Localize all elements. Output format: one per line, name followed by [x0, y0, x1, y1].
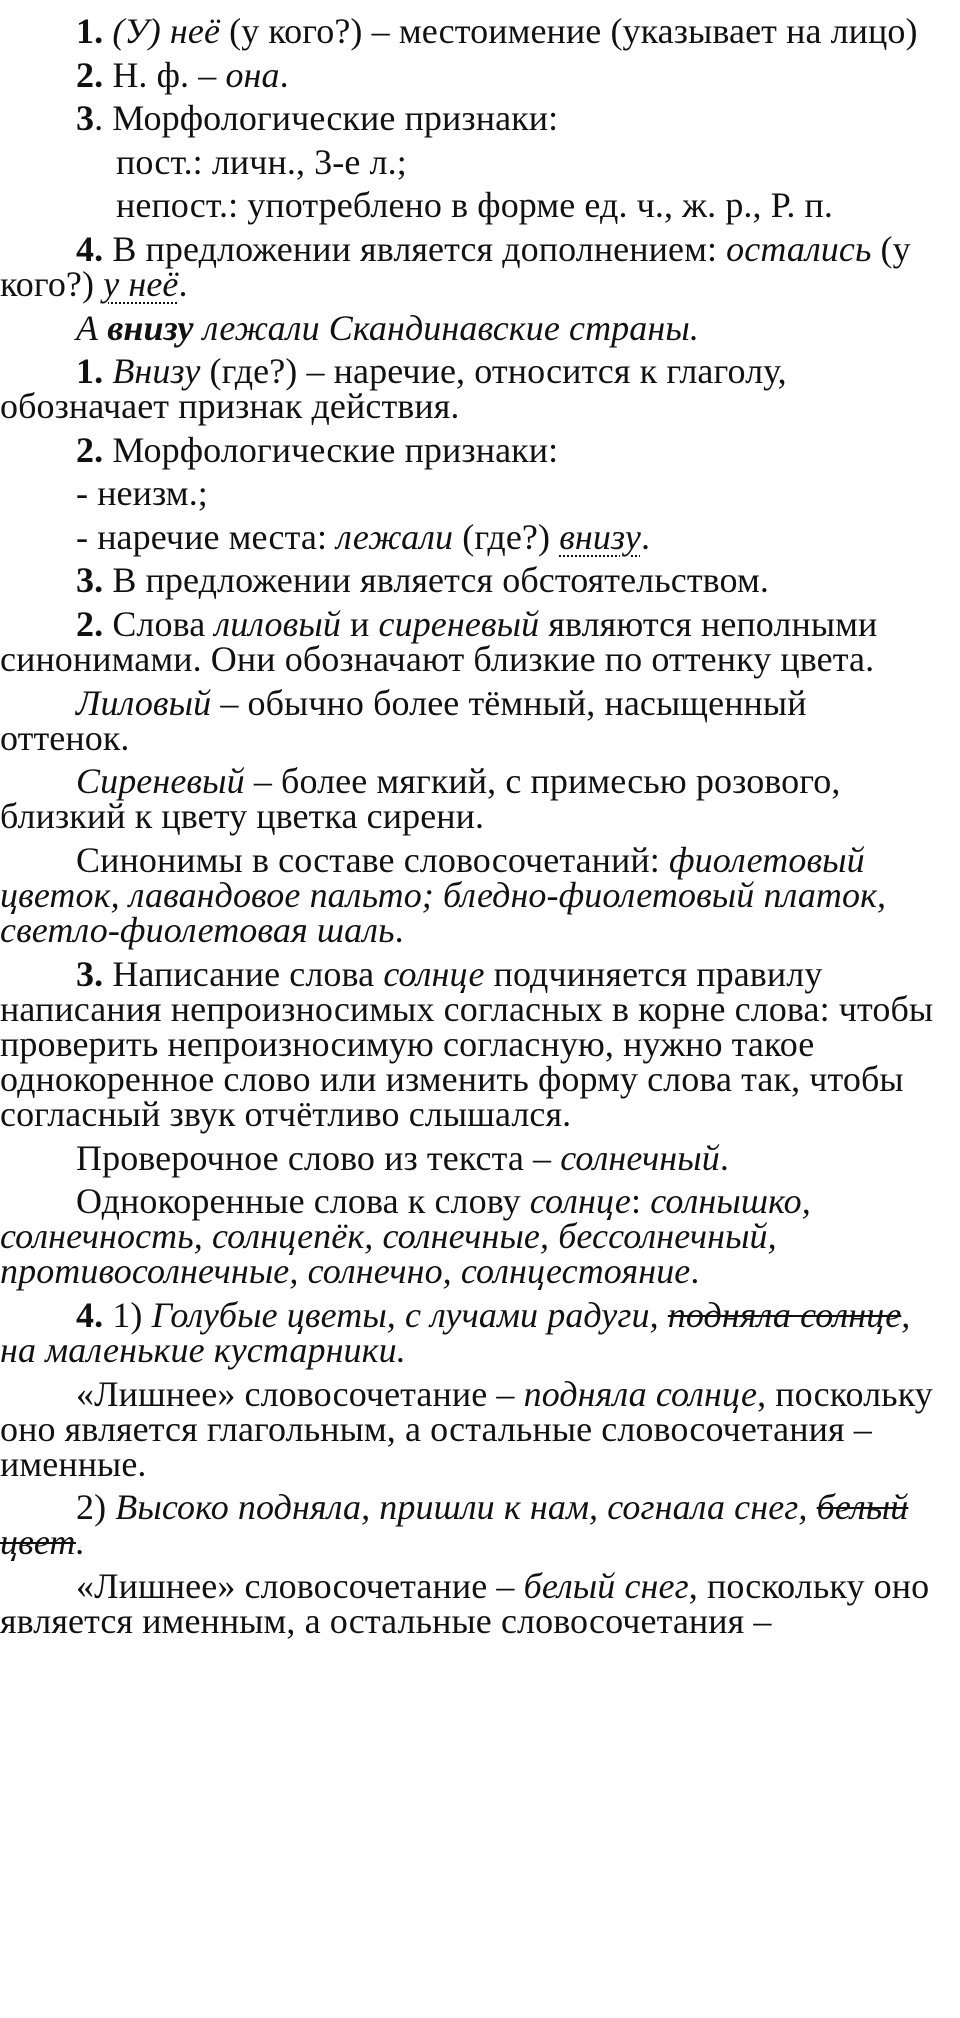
- text-segment: - наречие места:: [76, 517, 337, 557]
- text-segment: 2.: [76, 604, 113, 644]
- text-segment: 3.: [76, 954, 113, 994]
- text-line: [76, 682, 807, 724]
- text-segment: и: [340, 604, 379, 644]
- text-line: [0, 1250, 700, 1292]
- text-segment: .: [75, 1522, 86, 1562]
- text-segment: 4.: [76, 229, 113, 269]
- text-segment: Н. ф. –: [112, 55, 226, 95]
- text-segment: – обычно более тёмный, насыщенный: [211, 683, 807, 723]
- text-segment: подняла солнце: [667, 1295, 902, 1335]
- text-segment: близкий к цвету цветка сирени.: [0, 796, 485, 836]
- text-segment: лежали: [336, 517, 454, 557]
- text-segment: подчиняется правилу: [484, 954, 823, 994]
- text-line: [76, 1137, 729, 1179]
- text-line: [76, 228, 911, 270]
- text-segment: (где?) – наречие, относится к глаголу,: [200, 351, 787, 391]
- text-line: [0, 795, 484, 837]
- text-segment: Лиловый: [76, 683, 212, 723]
- text-segment: .: [279, 55, 289, 95]
- text-segment: противосолнечные, солнечно, солнцестояние: [0, 1251, 691, 1291]
- text-segment: В предложении является дополнением:: [112, 229, 727, 269]
- text-segment: являются неполными: [539, 604, 878, 644]
- text-segment: внизу: [559, 517, 641, 557]
- text-segment: светло-фиолетовая шаль: [0, 910, 395, 950]
- text-line: [116, 141, 407, 183]
- text-segment: лежали Скандинавские страны.: [193, 308, 699, 348]
- text-segment: солнечный: [560, 1138, 720, 1178]
- text-segment: Написание слова: [112, 954, 384, 994]
- text-segment: написания непроизносимых согласных в корне слова: чтобы: [0, 989, 934, 1029]
- text-segment: (У) неё: [112, 11, 221, 51]
- text-line: [0, 263, 188, 305]
- text-segment: «Лишнее» словосочетание –: [76, 1374, 524, 1414]
- text-segment: (где?): [453, 517, 560, 557]
- text-line: [76, 516, 650, 558]
- text-segment: сиреневый: [378, 604, 540, 644]
- text-segment: Голубые цветы, с лучами радуги,: [151, 1295, 668, 1335]
- text-segment: кого?): [0, 264, 104, 304]
- text-segment: на маленькие кустарники.: [0, 1330, 406, 1370]
- text-segment: согласный звук отчётливо слышался.: [0, 1094, 572, 1134]
- text-line: [0, 1329, 406, 1371]
- text-line: [0, 638, 874, 680]
- text-segment: .: [394, 910, 404, 950]
- text-segment: Высоко подняла, пришли к нам, согнала снег,: [115, 1487, 817, 1527]
- text-segment: цвет: [0, 1522, 76, 1562]
- text-line: [76, 429, 558, 471]
- text-segment: оттенок.: [0, 718, 130, 758]
- text-segment: внизу: [107, 308, 194, 348]
- text-line: [76, 472, 208, 514]
- text-line: [76, 307, 699, 349]
- text-segment: (у кого?) – местоимение (указывает на лицо): [220, 11, 918, 51]
- text-segment: синонимами. Они обозначают близкие по оттенку цвета.: [0, 639, 875, 679]
- text-segment: 2.: [76, 55, 113, 95]
- text-segment: солнце: [383, 954, 485, 994]
- text-segment: Однокоренные слова к слову: [76, 1181, 530, 1221]
- text-line: [76, 97, 558, 139]
- text-segment: , поскольку оно: [688, 1566, 930, 1606]
- text-segment: солнечность, солнцепёк, солнечные, бессолнечный,: [0, 1216, 777, 1256]
- text-segment: белый снег: [523, 1566, 689, 1606]
- text-segment: обозначает признак действия.: [0, 386, 460, 426]
- text-segment: 3.: [76, 560, 113, 600]
- text-segment: солнце: [529, 1181, 632, 1221]
- text-segment: .: [178, 264, 188, 304]
- text-segment: В предложении является обстоятельством.: [112, 560, 769, 600]
- text-segment: белый: [816, 1487, 909, 1527]
- text-segment: .: [690, 1251, 700, 1291]
- text-line: [0, 1443, 147, 1485]
- text-segment: А: [76, 308, 108, 348]
- text-segment: Внизу: [112, 351, 201, 391]
- text-line: [0, 717, 130, 759]
- text-segment: (у: [871, 229, 911, 269]
- text-segment: «Лишнее» словосочетание –: [76, 1566, 524, 1606]
- text-segment: она: [225, 55, 280, 95]
- text-segment: 2.: [76, 430, 113, 470]
- text-segment: 2): [76, 1487, 116, 1527]
- text-line: [0, 385, 460, 427]
- text-segment: . Морфологические признаки:: [94, 98, 559, 138]
- text-segment: Сиреневый: [76, 761, 245, 801]
- text-segment: - неизм.;: [76, 473, 208, 513]
- text-segment: фиолетовый: [668, 840, 865, 880]
- text-segment: проверить непроизносимую согласную, нужно такое: [0, 1024, 815, 1064]
- text-line: [76, 559, 769, 601]
- text-segment: – более мягкий, с примесью розового,: [244, 761, 841, 801]
- text-line: [76, 54, 289, 96]
- text-segment: у неё: [103, 264, 179, 304]
- text-segment: .: [719, 1138, 729, 1178]
- text-segment: лиловый: [214, 604, 341, 644]
- text-segment: 4.: [76, 1295, 113, 1335]
- text-segment: солнышко,: [650, 1181, 811, 1221]
- text-line: [116, 184, 833, 226]
- text-segment: 1.: [76, 11, 113, 51]
- text-segment: Морфологические признаки:: [112, 430, 559, 470]
- text-segment: цветок, лавандовое пальто; бледно-фиолетовый платок,: [0, 875, 887, 915]
- text-line: [0, 1600, 772, 1642]
- text-line: [76, 10, 918, 52]
- text-segment: Проверочное слово из текста –: [76, 1138, 561, 1178]
- text-segment: Синонимы в составе словосочетаний:: [76, 840, 669, 880]
- text-segment: 1.: [76, 351, 113, 391]
- text-segment: пост.: личн., 3-е л.;: [116, 142, 407, 182]
- text-segment: ,: [901, 1295, 911, 1335]
- text-segment: однокоренное слово или изменить форму слова так, чтобы: [0, 1059, 904, 1099]
- text-segment: 3: [76, 98, 95, 138]
- text-segment: Слова: [112, 604, 215, 644]
- text-line: [0, 1093, 571, 1135]
- text-line: [0, 1521, 85, 1563]
- text-segment: непост.: употреблено в форме ед. ч., ж. р., Р. п.: [116, 185, 834, 225]
- text-segment: .: [640, 517, 651, 557]
- text-line: [76, 1486, 908, 1528]
- text-segment: остались: [726, 229, 872, 269]
- text-segment: :: [631, 1181, 651, 1221]
- text-segment: является именным, а остальные словосочетания –: [0, 1601, 772, 1641]
- text-segment: оно является глагольным, а остальные словосочетания –: [0, 1409, 872, 1449]
- text-segment: , поскольку: [757, 1374, 933, 1414]
- text-segment: подняла солнце: [523, 1374, 758, 1414]
- text-line: [0, 909, 404, 951]
- text-segment: именные.: [0, 1444, 147, 1484]
- text-segment: 1): [112, 1295, 152, 1335]
